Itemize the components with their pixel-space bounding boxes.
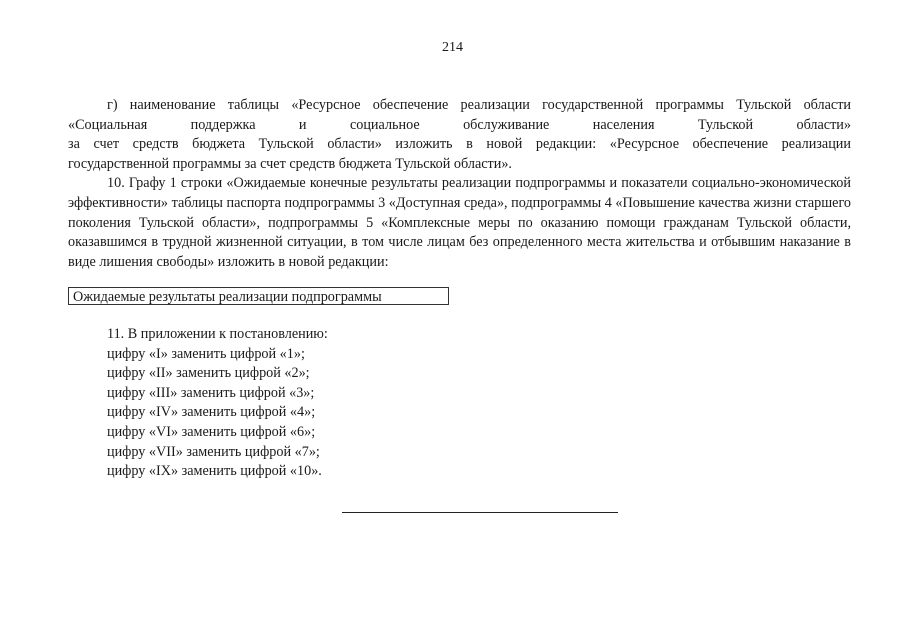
item-g-line-4: государственной программы за счет средств бюджета Тульской области».	[68, 155, 512, 172]
item-11-heading: 11. В приложении к постановлению:	[107, 326, 328, 342]
paragraph-item-11	[107, 325, 328, 482]
end-divider-line	[342, 512, 618, 513]
document-body	[68, 96, 851, 287]
list-item: цифру «IV» заменить цифрой «4»;	[107, 404, 316, 421]
paragraph-item-10: 10. Графу 1 строки «Ожидаемые конечные результаты реализации подпрограммы и показатели социально-экономической эффективности» таблицы паспорта подпрограммы 3 «Доступная среда», подпрограммы 4 «Повышение качества жизни старшего поколения Тульской области», подпрограммы 5 «Комплексные меры по оказанию помощи гражданам Тульской области, оказавшимся в трудной жизненной ситуации, в том числе лицам без определенного места жительства и отбывшим наказание в виде лишения свободы» изложить в новой редакции:	[68, 175, 851, 270]
item-g-line-3: за счет средств бюджета Тульской области» изложить в новой редакции: «Ресурсное обеспечение реализации	[68, 136, 851, 153]
table-cell-expected-results: Ожидаемые результаты реализации подпрограммы	[68, 287, 449, 305]
list-item: цифру «VII» заменить цифрой «7»;	[107, 443, 320, 460]
list-item: цифру «IX» заменить цифрой «10».	[107, 463, 322, 480]
list-item: цифру «VI» заменить цифрой «6»;	[107, 423, 316, 440]
list-item: цифру «III» заменить цифрой «3»;	[107, 384, 315, 401]
list-item: цифру «I» заменить цифрой «1»;	[107, 345, 305, 362]
list-item: цифру «II» заменить цифрой «2»;	[107, 365, 310, 382]
page-number: 214	[442, 40, 463, 55]
item-g-line-1: г) наименование таблицы «Ресурсное обеспечение реализации государственной программы Тульской области	[107, 97, 851, 113]
paragraph-item-g	[68, 96, 851, 174]
item-g-line-2: «Социальная поддержка и социальное обслуживание населения Тульской области»	[68, 116, 851, 133]
